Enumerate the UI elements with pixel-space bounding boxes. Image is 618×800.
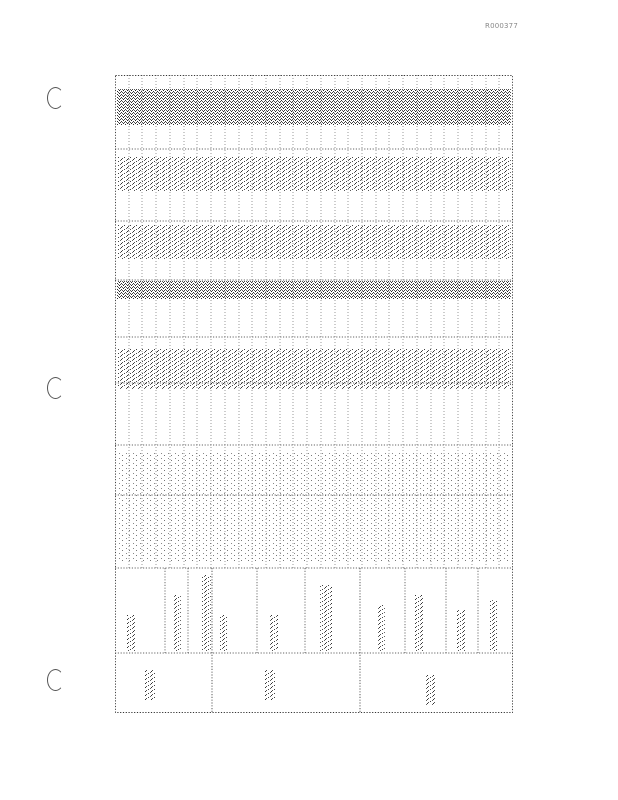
rotated-label-13: [425, 675, 435, 705]
rotated-label-6: [320, 585, 332, 651]
text-band-4: [117, 281, 511, 299]
schedule-table-svg: [115, 75, 513, 713]
text-band-6: [117, 453, 511, 563]
rotated-label-5: [270, 615, 278, 651]
rotated-label-10: [489, 600, 497, 651]
text-band-3: [117, 225, 511, 259]
punch-hole-top: [47, 87, 64, 109]
rotated-label-1: [127, 615, 135, 651]
rotated-label-12: [265, 670, 275, 700]
rotated-header-block: [64, 550, 96, 720]
rotated-schedule-table: [115, 75, 513, 713]
punch-hole-middle: [47, 377, 64, 399]
punch-hole-bottom: [47, 669, 64, 691]
rotated-label-11: [145, 670, 155, 700]
rotated-label-8: [415, 595, 423, 651]
text-band-2: [117, 157, 511, 191]
rotated-label-9: [457, 610, 465, 651]
text-bands: [117, 89, 511, 705]
rotated-label-7: [377, 605, 385, 651]
rotated-label-4: [219, 615, 227, 651]
page-id: R000377: [485, 22, 518, 30]
text-band-1: [117, 89, 511, 125]
rotated-label-2: [173, 595, 181, 651]
rotated-label-3: [201, 575, 211, 651]
